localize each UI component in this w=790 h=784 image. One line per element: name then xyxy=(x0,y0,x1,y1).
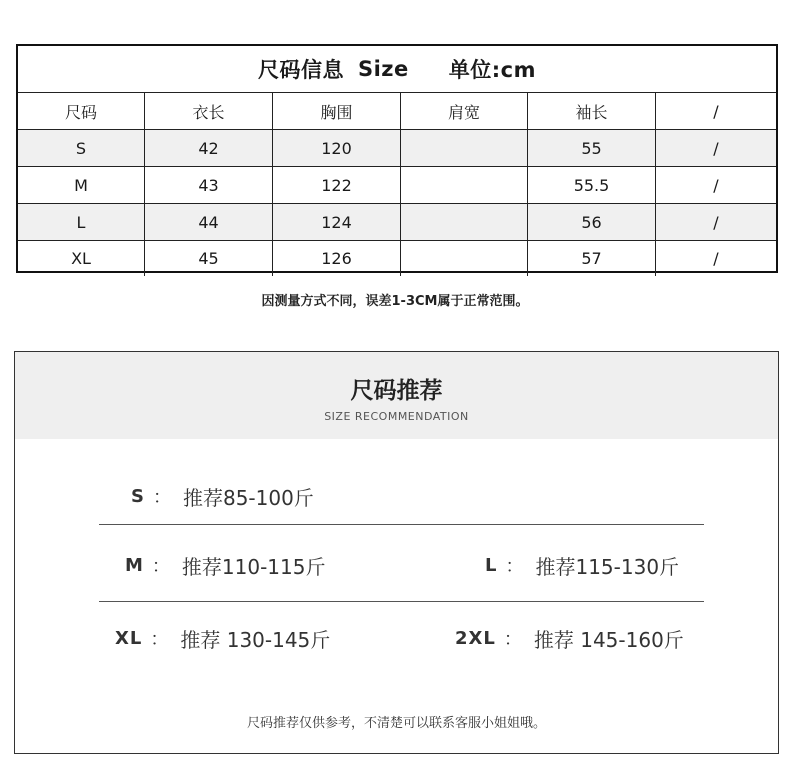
table-cell: 55.5 xyxy=(528,167,656,203)
recommendation-title: 尺码推荐 xyxy=(350,378,443,404)
table-cell: 57 xyxy=(528,241,656,276)
divider xyxy=(99,601,704,602)
table-cell: 42 xyxy=(145,130,273,166)
title-label: 尺码信息 xyxy=(257,58,344,82)
recommendation-note: 尺码推荐仅供参考，不清楚可以联系客服小姐姐哦。 xyxy=(246,716,546,731)
header-cell: / xyxy=(713,101,719,121)
recommendation-item-l xyxy=(485,545,679,585)
table-cell: M xyxy=(18,167,145,203)
divider xyxy=(99,524,704,525)
recommendation-row xyxy=(15,618,778,658)
size-table-title xyxy=(18,46,776,93)
table-cell: 126 xyxy=(273,241,401,276)
size-table xyxy=(16,44,778,273)
title-size: Size xyxy=(357,57,409,81)
size-label: S xyxy=(131,485,145,507)
recommendation-subtitle: SIZE RECOMMENDATION xyxy=(324,410,469,423)
table-header-row xyxy=(18,93,776,130)
table-cell: / xyxy=(713,175,719,195)
table-cell: / xyxy=(713,212,719,232)
table-cell xyxy=(401,130,528,166)
size-label: 2XL xyxy=(455,627,496,649)
colon: ： xyxy=(150,629,169,650)
table-cell: S xyxy=(18,130,145,166)
colon: ： xyxy=(505,556,524,577)
table-cell xyxy=(401,167,528,203)
table-row xyxy=(18,204,776,241)
recommendation-item-2xl xyxy=(455,618,684,658)
recommendation-header xyxy=(15,352,778,439)
colon: ： xyxy=(152,487,171,508)
recommendation-row xyxy=(15,545,778,585)
table-cell: 44 xyxy=(145,204,273,240)
size-label: XL xyxy=(115,627,143,649)
colon: ： xyxy=(503,629,522,650)
table-cell: 56 xyxy=(528,204,656,240)
table-row xyxy=(18,241,776,276)
table-cell: 43 xyxy=(145,167,273,203)
recommendation-item-m xyxy=(125,545,326,585)
weight-range: 推荐 130-145斤 xyxy=(180,627,331,652)
table-cell xyxy=(401,204,528,240)
table-cell xyxy=(401,241,528,276)
weight-range: 推荐85-100斤 xyxy=(182,485,314,510)
title-unit: 单位:cm xyxy=(448,58,537,82)
size-label: M xyxy=(125,554,144,576)
measurement-note: 因测量方式不同，误差1-3CM属于正常范围。 xyxy=(261,294,529,309)
table-cell: L xyxy=(18,204,145,240)
recommendation-item-s xyxy=(131,476,314,516)
weight-range: 推荐110-115斤 xyxy=(181,554,326,579)
table-cell: / xyxy=(713,138,719,158)
table-cell: 120 xyxy=(273,130,401,166)
table-row xyxy=(18,130,776,167)
header-cell: 袖长 xyxy=(528,93,656,129)
table-cell: 122 xyxy=(273,167,401,203)
recommendation-item-xl xyxy=(115,618,330,658)
table-cell: / xyxy=(713,249,719,268)
size-label: L xyxy=(485,554,498,576)
size-recommendation-card xyxy=(14,351,779,754)
table-cell: XL xyxy=(18,241,145,276)
table-cell: 45 xyxy=(145,241,273,276)
colon: ： xyxy=(151,556,170,577)
header-cell: 胸围 xyxy=(273,93,401,129)
table-cell: 55 xyxy=(528,130,656,166)
recommendation-row xyxy=(15,476,778,516)
weight-range: 推荐 145-160斤 xyxy=(533,627,684,652)
header-cell: 尺码 xyxy=(18,93,145,129)
table-row xyxy=(18,167,776,204)
header-cell: 衣长 xyxy=(145,93,273,129)
header-cell: 肩宽 xyxy=(401,93,528,129)
table-cell: 124 xyxy=(273,204,401,240)
weight-range: 推荐115-130斤 xyxy=(535,554,680,579)
